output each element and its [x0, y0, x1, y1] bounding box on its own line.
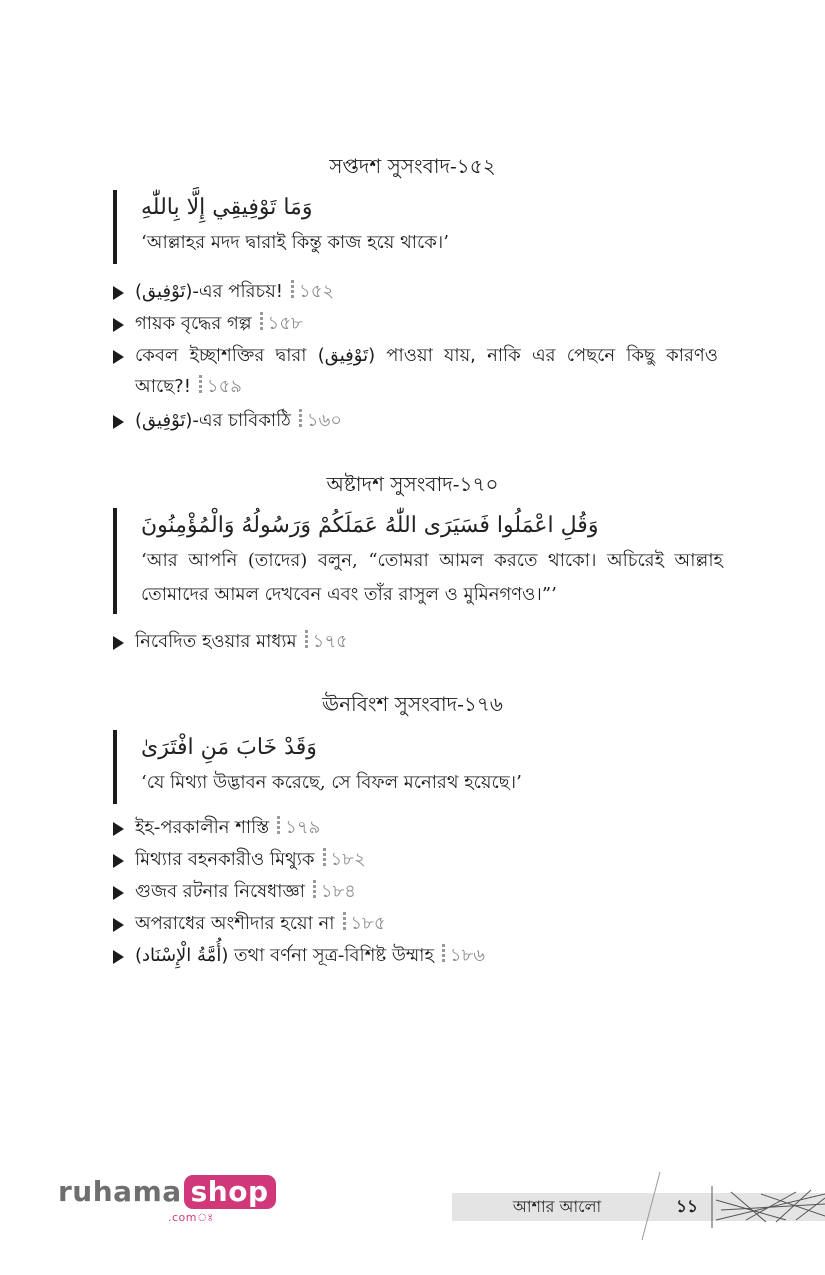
bullet-triangle-icon: [113, 854, 124, 868]
arabic-verse: وَمَا تَوْفِيقِي إِلَّا بِاللّٰهِ: [141, 195, 313, 220]
footer-book-title: আশার আলো: [512, 1197, 602, 1216]
toc-item-text: গায়ক বৃদ্ধের গল্প: [135, 313, 252, 334]
section-heading-18: অষ্টাদশ সুসংবাদ-১৭০: [326, 472, 499, 496]
toc-item[interactable]: [113, 308, 718, 339]
bullet-triangle-icon: [113, 886, 124, 900]
ruhama-shop-logo: [58, 1175, 276, 1224]
dotted-separator-icon: [260, 312, 263, 332]
quote-block-18: [113, 508, 723, 614]
toc-item-text: কেবল ইচ্ছাশক্তির দ্বারা (تَوْفِيق) পাওয়া যায়, নাকি এর পেছনে কিছু কারণও আছে?!: [135, 345, 718, 397]
toc-item[interactable]: [113, 940, 718, 971]
toc-item[interactable]: [113, 812, 718, 843]
toc-item-text: অপরাধের অংশীদার হয়ো না: [135, 913, 335, 934]
bullet-triangle-icon: [113, 350, 124, 364]
dotted-separator-icon: [199, 375, 202, 395]
toc-item-text: (تَوْفِيق)-এর পরিচয়!: [135, 281, 284, 302]
dotted-separator-icon: [299, 409, 302, 429]
dotted-separator-icon: [305, 630, 308, 650]
bullet-triangle-icon: [113, 822, 124, 836]
toc-page-number: ১৫২: [299, 281, 335, 302]
toc-page-number: ১৮৪: [320, 881, 356, 902]
toc-page-number: ১৮৫: [350, 913, 386, 934]
verse-translation: ‘আল্লাহর মদদ দ্বারাই কিন্তু কাজ হয়ে থাকে।’: [141, 232, 449, 253]
toc-item-text: নিবেদিত হওয়ার মাধ্যম: [135, 631, 297, 652]
toc-item[interactable]: [113, 340, 718, 402]
section-heading-17: সপ্তদশ সুসংবাদ-১৫২: [329, 154, 496, 178]
toc-page-number: ১৭৯: [285, 817, 321, 838]
dotted-separator-icon: [442, 944, 445, 964]
quote-block-17: [113, 190, 723, 264]
toc-page-number: ১৫৯: [206, 376, 242, 397]
arabic-verse: وَقُلِ اعْمَلُوا فَسَيَرَى اللّٰهُ عَمَلَكُمْ وَرَسُولُهُ وَالْمُؤْمِنُونَ: [141, 513, 599, 538]
toc-page-number: ১৭৫: [312, 631, 348, 652]
toc-item-text: (تَوْفِيق)-এর চাবিকাঠি: [135, 410, 291, 431]
toc-page-number: ১৮৬: [449, 945, 485, 966]
toc-page-number: ১৮২: [330, 849, 366, 870]
arabic-verse: وَقَدْ خَابَ مَنِ افْتَرَىٰ: [141, 735, 317, 760]
bullet-triangle-icon: [113, 918, 124, 932]
dotted-separator-icon: [323, 848, 326, 868]
toc-item[interactable]: [113, 405, 718, 436]
toc-item-text: (أُمَّةُ الْإِسْنَاد) তথা বর্ণনা সূত্র-বিশিষ্ট উম্মাহ: [135, 945, 434, 966]
toc-item[interactable]: [113, 626, 718, 657]
bullet-triangle-icon: [113, 415, 124, 429]
dotted-separator-icon: [343, 912, 346, 932]
toc-item-text: মিথ্যার বহনকারীও মিথ্যুক: [135, 849, 315, 870]
verse-translation: ‘আর আপনি (তাদের) বলুন, “তোমরা আমল করতে থাকো। অচিরেই আল্লাহ তোমাদের আমল দেখবেন এবং তাঁর রাসুল ও মুমিনগণও।”’: [141, 550, 723, 605]
dotted-separator-icon: [277, 816, 280, 836]
quote-block-19: [113, 730, 723, 804]
toc-item[interactable]: [113, 876, 718, 907]
toc-item[interactable]: [113, 844, 718, 875]
verse-translation: ‘যে মিথ্যা উদ্ভাবন করেছে, সে বিফল মনোরথ হয়েছে।’: [141, 772, 522, 793]
toc-item[interactable]: [113, 276, 718, 307]
dotted-separator-icon: [313, 880, 316, 900]
dotted-separator-icon: [291, 280, 294, 300]
logo-domain: .comঃ: [168, 1211, 214, 1224]
section-heading-19: ঊনবিংশ সুসংবাদ-১৭৬: [322, 692, 503, 716]
logo-name: ruhama: [58, 1175, 182, 1208]
toc-item-text: গুজব রটনার নিষেধাজ্ঞা: [135, 881, 305, 902]
footer-page-number: ১১: [675, 1197, 699, 1217]
toc-item[interactable]: [113, 908, 718, 939]
logo-shop-badge: shop: [184, 1175, 276, 1209]
bullet-triangle-icon: [113, 286, 124, 300]
toc-page-number: ১৫৮: [267, 313, 303, 334]
toc-page-number: ১৬০: [306, 410, 343, 431]
bullet-triangle-icon: [113, 636, 124, 650]
bullet-triangle-icon: [113, 318, 124, 332]
bullet-triangle-icon: [113, 950, 124, 964]
toc-item-text: ইহ-পরকালীন শাস্তি: [135, 817, 270, 838]
